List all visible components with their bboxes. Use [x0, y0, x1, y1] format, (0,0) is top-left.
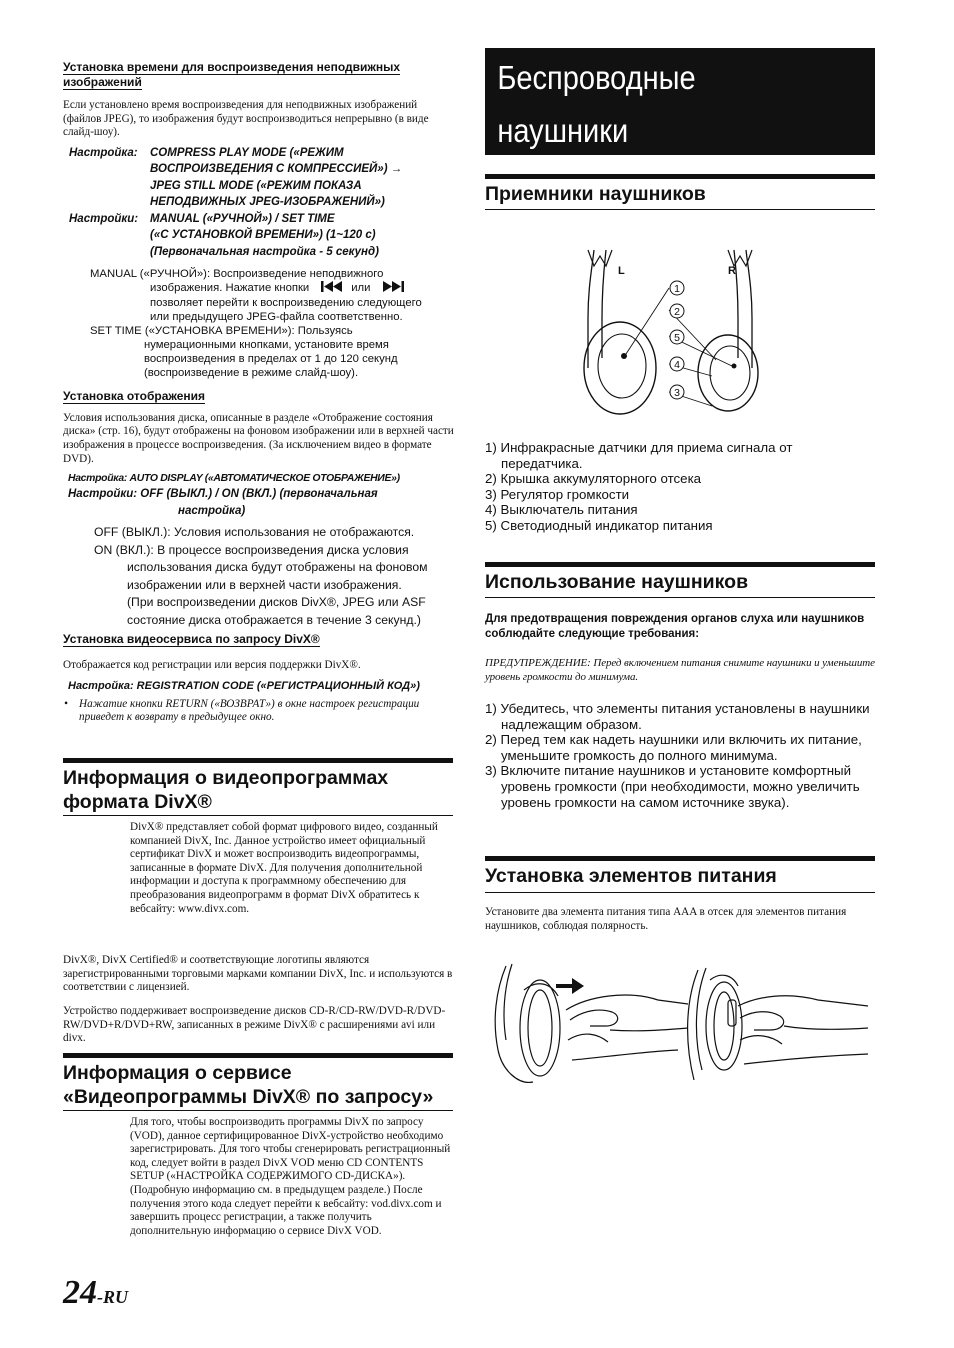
- usage-caution: ПРЕДУПРЕЖДЕНИЕ: Перед включением питания снимите наушники и уменьшите уровень громкости до минимума.: [485, 657, 875, 683]
- usage-title: Использование наушников: [485, 571, 749, 593]
- prev-track-icon: [321, 281, 343, 296]
- battery-illustration: [488, 960, 873, 1095]
- callout-3: 3: [674, 387, 680, 399]
- divx-info-p2: DivX®, DivX Certified® и соответствующие логотипы являются зарегистрированными торговыми марками компании DivX, Inc. и используются в соответствии с лицензией.: [63, 954, 453, 994]
- settime-option: SET TIME («УСТАНОВКА ВРЕМЕНИ»): Пользуясь нумерационными кнопками, установите время воспроизведения в пределах от 1 до 120 секунд (воспроизведение в режиме слайд-шоу).: [90, 324, 398, 379]
- manual-option: MANUAL («РУЧНОЙ»): Воспроизведение неподвижного изображения. Нажатие кнопки или позволяет перейти к воспроизведению следующего или предыдущего JPEG-файла соответственно.: [90, 267, 422, 323]
- display-body: Условия использования диска, описанные в разделе «Отображение состояния диска» (стр. 16), будут отображены на фоновом изображении или в верхней части изображения в процессе воспроизведения. (За исключением видео в формате DVD).: [63, 411, 454, 465]
- divx-vod-title: Информация о сервисе «Видеопрограммы DivX® по запросу»: [63, 1062, 434, 1108]
- still-time-settings: Настройки: MANUAL («РУЧНОЙ») / SET TIME («С УСТАНОВКОЙ ВРЕМЕНИ») (1~120 с) (Первоначальная настройка - 5 секунд): [69, 212, 379, 258]
- headphones-diagram: [580, 248, 770, 420]
- chapter-banner: [485, 48, 875, 155]
- still-time-body: Если установлено время воспроизведения для неподвижных изображений (файлов JPEG), то изображения будут воспроизводиться непрерывно (в виде слайд-шоу).: [63, 99, 429, 139]
- receivers-rule: [485, 174, 875, 179]
- display-settings: Настройки: OFF (ВЫКЛ.) / ON (ВКЛ.) (первоначальная настройка): [68, 488, 378, 517]
- page-number: 24-RU: [63, 1274, 128, 1311]
- vod-heading: Установка видеосервиса по запросу DivX®: [63, 632, 320, 647]
- callout-4: 4: [674, 359, 680, 371]
- vod-setting: Настройка: REGISTRATION CODE («РЕГИСТРАЦИОННЫЙ КОД»): [68, 679, 420, 692]
- usage-rule: [485, 562, 875, 567]
- battery-title: Установка элементов питания: [485, 865, 777, 887]
- callout-5: 5: [674, 332, 680, 344]
- usage-rule-bottom: [485, 597, 875, 598]
- receivers-rule-bottom: [485, 209, 875, 210]
- display-options: OFF (ВЫКЛ.): Условия использования не отображаются. ON (ВКЛ.): В процессе воспроизведения диска условия использования диска будут отображены на фоновом изображении или в верхней части изображения. (При воспроизведении дисков DivX®, JPEG или ASF состояние диска отображается в течение 3 секунд.): [94, 525, 428, 627]
- battery-rule: [485, 856, 875, 861]
- divx-info-p3: Устройство поддерживает воспроизведение дисков CD-R/CD-RW/DVD-R/DVD-RW/DVD+R/DVD+RW, записанных в режиме DivX® с расширениями avi или divx.: [63, 1005, 446, 1045]
- usage-list: 1) Убедитесь, что элементы питания установлены в наушники надлежащим образом. 2) Перед тем как надеть наушники или включить их питание, уменьшите громкость до полного минимума. 3) Включите питание наушников и установите комфортный уровень громкости (при необходимости, можно увеличить уровень громкости на самом источнике звука).: [485, 701, 870, 810]
- vod-body: Отображается код регистрации или версия поддержки DivX®.: [63, 659, 361, 672]
- still-time-setting: Настройка: COMPRESS PLAY MODE («РЕЖИМ ВОСПРОИЗВЕДЕНИЯ С КОМПРЕССИЕЙ») → JPEG STILL MODE («РЕЖИМ ПОКАЗА НЕПОДВИЖНЫХ JPEG-ИЗОБРАЖЕНИЙ»): [69, 146, 403, 209]
- callout-1: 1: [674, 283, 680, 295]
- callout-2: 2: [674, 306, 680, 318]
- divx-info-rule-bottom: [63, 815, 453, 816]
- label-left: L: [618, 265, 625, 277]
- label-right: R: [728, 265, 736, 277]
- divx-vod-p1: Для того, чтобы воспроизводить программы DivX по запросу (VOD), данное сертифицированное DivX-устройство необходимо зарегистрировать. Для того чтобы сгенерировать регистрационный код, следует войти в раздел DivX VOD меню CD CONTENTS SETUP («НАСТРОЙКА СОДЕРЖИМОГО CD-ДИСКА»). (Подробную информацию см. в предыдущем разделе.) После получения этого кода следует перейти к вебсайту: vod.divx.com и завершить процесс регистрации, а также получить дополнительную информацию о сервисе DivX VOD.: [130, 1116, 451, 1237]
- still-time-heading: Установка времени для воспроизведения неподвижных изображений: [63, 60, 401, 89]
- display-setting: Настройка: AUTO DISPLAY («АВТОМАТИЧЕСКОЕ ОТОБРАЖЕНИЕ»): [68, 473, 400, 485]
- divx-vod-rule: [63, 1053, 453, 1058]
- display-heading: Установка отображения: [63, 388, 206, 403]
- divx-info-p1: DivX® представляет собой формат цифрового видео, созданный компанией DivX, Inc. Данное устройство имеет официальный сертификат DivX и может воспроизводить видеопрограммы, записанные в формате DivX. Для получения дополнительной информации и доступа к программному обеспечению для преобразования видеопрограмм в формат DivX обратитесь к вебсайту: www.divx.com.: [130, 821, 438, 915]
- divx-vod-rule-bottom: [63, 1110, 453, 1111]
- divx-info-rule: [63, 758, 453, 763]
- receivers-title: Приемники наушников: [485, 183, 706, 205]
- chapter-title-line2: наушники: [497, 112, 629, 149]
- receivers-list: 1) Инфракрасные датчики для приема сигнала от передатчика. 2) Крышка аккумуляторного отсека 3) Регулятор громкости 4) Выключатель питания 5) Светодиодный индикатор питания: [485, 440, 793, 533]
- next-track-icon: [382, 281, 404, 296]
- divx-info-title: Информация о видеопрограммах формата DivX®: [63, 767, 389, 813]
- vod-note: • Нажатие кнопки RETURN («ВОЗВРАТ») в окне настроек регистрации приведет к возврату в предыдущее окно.: [64, 697, 420, 724]
- battery-rule-bottom: [485, 892, 875, 893]
- usage-warning: Для предотвращения повреждения органов слуха или наушников соблюдайте следующие требования:: [485, 613, 865, 641]
- battery-body: Установите два элемента питания типа AAA в отсек для элементов питания наушников, соблюдая полярность.: [485, 906, 847, 932]
- chapter-title-line1: Беспроводные: [497, 59, 696, 96]
